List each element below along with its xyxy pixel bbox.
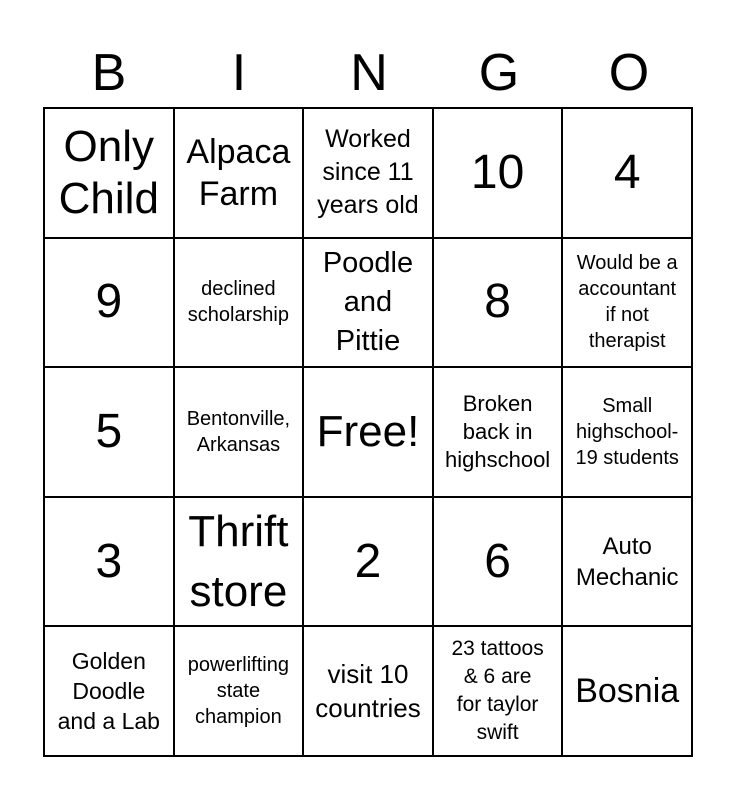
bingo-cell-r4-c1[interactable] xyxy=(45,498,175,628)
cell-text: Thrift store xyxy=(188,506,289,616)
cell-text: 9 xyxy=(95,275,123,329)
cell-text: Alpaca Farm xyxy=(186,132,291,213)
bingo-cell-r2-c1[interactable] xyxy=(45,239,175,369)
cell-text: Bentonville, Arkansas xyxy=(186,407,291,456)
header-letter-i: I xyxy=(231,44,247,102)
bingo-cell-r5-c3[interactable] xyxy=(304,627,434,757)
bingo-cell-r3-c1[interactable] xyxy=(45,368,175,498)
cell-text: Small highschool- 19 students xyxy=(575,394,679,469)
cell-text: declined scholarship xyxy=(187,278,289,327)
header-letter-b: B xyxy=(91,44,127,102)
bingo-cell-r3-c5[interactable] xyxy=(563,368,693,498)
cell-text: Poodle and Pittie xyxy=(322,246,414,357)
bingo-cell-r1-c4[interactable] xyxy=(434,109,564,239)
cell-text: Only Child xyxy=(58,121,159,223)
cell-text: powerlifting state champion xyxy=(187,654,289,729)
cell-text: Worked since 11 years old xyxy=(317,125,419,220)
bingo-cell-r1-c5[interactable] xyxy=(563,109,693,239)
cell-text: 6 xyxy=(484,534,511,588)
bingo-cell-r1-c1[interactable] xyxy=(45,109,175,239)
cell-text: 4 xyxy=(613,145,641,199)
bingo-grid xyxy=(43,107,693,757)
bingo-cell-r5-c1[interactable] xyxy=(45,627,175,757)
cell-text: 8 xyxy=(484,275,511,329)
bingo-cell-r2-c3[interactable] xyxy=(304,239,434,369)
bingo-cell-r4-c4[interactable] xyxy=(434,498,564,628)
header-letter-o: O xyxy=(608,44,650,102)
cell-text: Auto Mechanic xyxy=(575,532,679,591)
bingo-cell-r4-c5[interactable] xyxy=(563,498,693,628)
bingo-cell-r2-c5[interactable] xyxy=(563,239,693,369)
cell-text: Broken back in highschool xyxy=(445,390,551,472)
cell-text: 10 xyxy=(470,145,525,199)
cell-text: Golden Doodle and a Lab xyxy=(57,648,160,735)
cell-text: 5 xyxy=(95,404,123,458)
cell-text: 23 tattoos & 6 are for taylor swift xyxy=(451,637,544,745)
bingo-cell-r5-c5[interactable] xyxy=(563,627,693,757)
bingo-header xyxy=(44,40,694,106)
bingo-cell-r1-c2[interactable] xyxy=(175,109,305,239)
bingo-cell-r5-c2[interactable] xyxy=(175,627,305,757)
bingo-cell-r2-c4[interactable] xyxy=(434,239,564,369)
header-letter-n: N xyxy=(350,44,388,102)
bingo-cell-r1-c3[interactable] xyxy=(304,109,434,239)
bingo-cell-r4-c3[interactable] xyxy=(304,498,434,628)
bingo-cell-r2-c2[interactable] xyxy=(175,239,305,369)
header-letter-g: G xyxy=(478,44,520,102)
cell-text: Free! xyxy=(316,406,420,456)
bingo-cell-r5-c4[interactable] xyxy=(434,627,564,757)
cell-text: 3 xyxy=(95,534,123,588)
bingo-cell-r3-c2[interactable] xyxy=(175,368,305,498)
bingo-cell-r4-c2[interactable] xyxy=(175,498,305,628)
bingo-cell-r3-c3[interactable] xyxy=(304,368,434,498)
cell-text: Bosnia xyxy=(575,672,680,711)
cell-text: visit 10 countries xyxy=(315,659,421,724)
cell-text: Would be a accountant if not therapist xyxy=(576,252,678,353)
cell-text: 2 xyxy=(354,534,382,588)
bingo-cell-r3-c4[interactable] xyxy=(434,368,564,498)
